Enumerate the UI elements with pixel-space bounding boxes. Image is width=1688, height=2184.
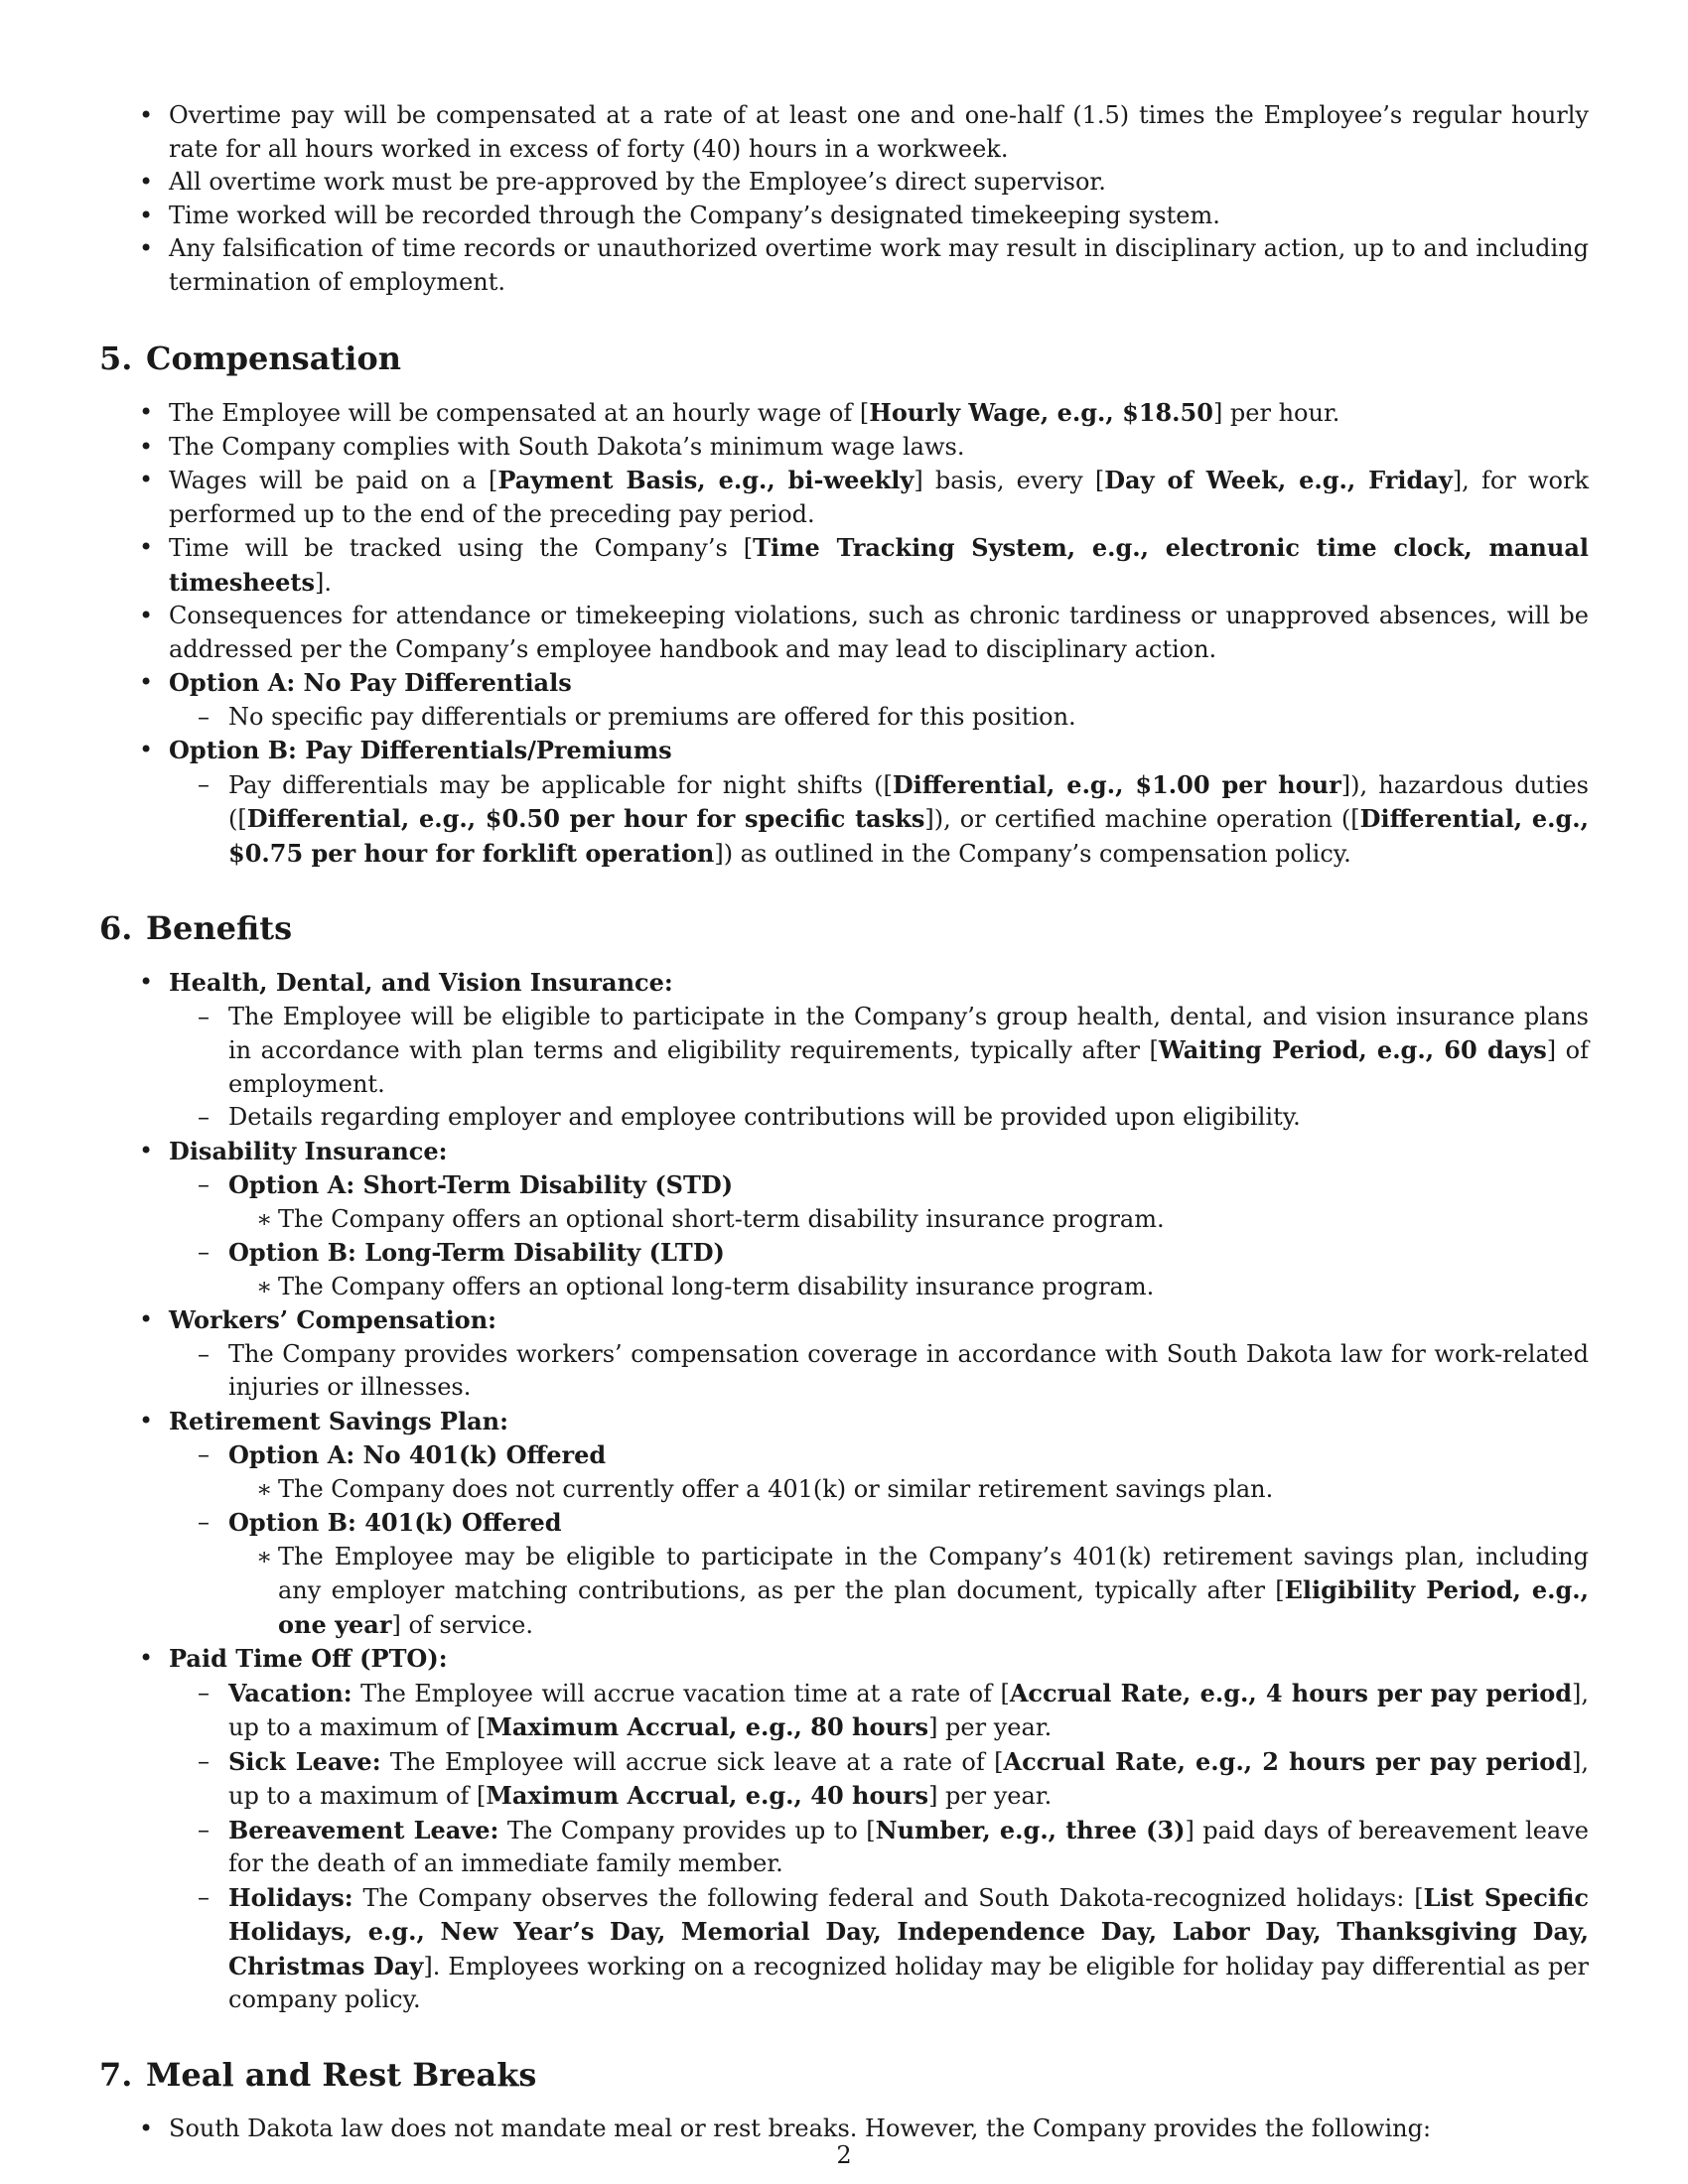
sub-sub-list-item: ∗ The Company offers an optional short-term disability insurance program. [228,1203,1589,1237]
placeholder-field: Differential, e.g., $0.50 per hour for specific tasks [246,804,925,833]
item-label: Health, Dental, and Vision Insurance: [169,968,673,997]
list-item [99,1135,1589,1304]
option-label: Option B: 401(k) Offered [228,1508,562,1537]
overtime-list [99,99,1589,299]
sub-list-item: – Details regarding employer and employee contributions will be provided upon eligibility. [169,1101,1589,1135]
item-label: Paid Time Off (PTO): [169,1644,448,1673]
list-item: • Time will be tracked using the Company’s [Time Tracking System, e.g., electronic time clock, manual timesheets]. [99,531,1589,600]
list-item: • Time worked will be recorded through the Company’s designated timekeeping system. [99,200,1589,233]
placeholder-field: Day of Week, e.g., Friday [1104,466,1453,494]
sub-sub-list-item: ∗ The Company offers an optional long-term disability insurance program. [228,1271,1589,1304]
compensation-list [99,396,1589,871]
placeholder-field: Accrual Rate, e.g., 2 hours per pay period [1003,1746,1572,1776]
sub-list-item [169,1506,1589,1642]
list-item: • The Company complies with South Dakota’s minimum wage laws. [99,431,1589,465]
section-title: Benefits [146,909,293,947]
placeholder-field: Eligibility Period, e.g., one year [278,1575,1590,1639]
sub-list-item [169,1438,1589,1506]
section-number: 7. [99,2055,133,2094]
item-label: Disability Insurance: [169,1136,448,1165]
item-label: Vacation: [228,1678,352,1707]
placeholder-field: Maximum Accrual, e.g., 40 hours [486,1781,929,1810]
sub-list-item: – Sick Leave: The Employee will accrue sick leave at a rate of [Accrual Rate, e.g., 2 hours per pay period], up to a maximum of [Maximum Accrual, e.g., 40 hours] per year. [169,1745,1589,1814]
list-item [99,734,1589,871]
list-item [99,666,1589,734]
sub-list-item: – Vacation: The Employee will accrue vacation time at a rate of [Accrual Rate, e.g., 4 hours per pay period], up to a maximum of [Maximum Accrual, e.g., 80 hours] per year. [169,1677,1589,1745]
placeholder-field: Maximum Accrual, e.g., 80 hours [486,1712,929,1741]
list-item: • The Employee will be compensated at an hourly wage of [Hourly Wage, e.g., $18.50] per hour. [99,396,1589,431]
item-label: Workers’ Compensation: [169,1305,496,1334]
item-label: Bereavement Leave: [228,1815,499,1844]
item-label: Retirement Savings Plan: [169,1406,508,1435]
section-number: 6. [99,909,133,947]
sub-list-item: – Bereavement Leave: The Company provides up to [Number, e.g., three (3)] paid days of bereavement leave for the death of an immediate family member. [169,1814,1589,1881]
sub-list-item: – Pay differentials may be applicable for night shifts ([Differential, e.g., $1.00 per hour]), hazardous duties ([Differential, e.g., $0.50 per hour for specific tasks]), or certified machine operation ([Differential, e.g., $0.75 per hour for forklift operation]) as outlined in the Company’s compensation policy. [169,768,1589,872]
option-label: Option A: Short-Term Disability (STD) [228,1170,734,1199]
sub-list-item: – Holidays: The Company observes the following federal and South Dakota-recognized holidays: [List Specific Holidays, e.g., New Year’s Day, Memorial Day, Independence Day, Labor Day, Thanksgiving Day, Christmas Day]. Employees working on a recognized holiday may be eligible for holiday pay differential as per company policy. [169,1881,1589,2017]
list-item: • South Dakota law does not mandate meal or rest breaks. However, the Company provides the following: [99,2113,1589,2146]
section-title: Compensation [146,340,401,377]
page-number: 2 [836,2141,852,2169]
list-item [99,1405,1589,1643]
section-number: 5. [99,340,133,377]
placeholder-field: List Specific Holidays, e.g., New Year’s Day, Memorial Day, Independence Day, Labor Day, Thanksgiving Day, Christmas Day [228,1882,1590,1980]
sub-list-item: – The Company provides workers’ compensation coverage in accordance with South Dakota law for work-related injuries or illnesses. [169,1338,1589,1405]
option-label: Option B: Long-Term Disability (LTD) [228,1238,725,1267]
list-item [99,1303,1589,1405]
placeholder-field: Hourly Wage, e.g., $18.50 [869,398,1213,427]
list-item [99,1642,1589,2017]
list-item [99,966,1589,1135]
sub-list-item: – The Employee will be eligible to participate in the Company’s group health, dental, and vision insurance plans in accordance with plan terms and eligibility requirements, typically after [Waiting Period, e.g., 60 days] of employment. [169,1001,1589,1102]
placeholder-field: Differential, e.g., $1.00 per hour [892,769,1341,799]
sub-list-item: – No specific pay differentials or premiums are offered for this position. [169,701,1589,735]
sub-list-item [169,1168,1589,1236]
sub-list-item [169,1236,1589,1303]
sub-sub-list-item: ∗ The Employee may be eligible to participate in the Company’s 401(k) retirement savings plan, including any employer matching contributions, as per the plan document, typically after [Eligibility Period, e.g., one year] of service. [228,1541,1589,1643]
section-title: Meal and Rest Breaks [146,2055,537,2094]
section-heading-benefits [99,908,1589,948]
list-item: • Wages will be paid on a [Payment Basis, e.g., bi-weekly] basis, every [Day of Week, e.g., Friday], for work performed up to the end of the preceding pay period. [99,464,1589,531]
item-label: Sick Leave: [228,1746,381,1776]
option-label: Option B: Pay Differentials/Premiums [169,736,672,764]
placeholder-field: Time Tracking System, e.g., electronic time clock, manual timesheets [169,533,1589,597]
placeholder-field: Accrual Rate, e.g., 4 hours per pay period [1009,1678,1572,1707]
benefits-list [99,966,1589,2017]
placeholder-field: Number, e.g., three (3) [875,1815,1186,1844]
list-item: • All overtime work must be pre-approved by the Employee’s direct supervisor. [99,166,1589,200]
option-label: Option A: No 401(k) Offered [228,1440,607,1469]
section-heading-compensation [99,339,1589,378]
page-content [99,99,1589,2145]
item-label: Holidays: [228,1882,353,1912]
list-item: • Any falsification of time records or unauthorized overtime work may result in disciplinary action, up to and including termination of employment. [99,232,1589,299]
section-heading-breaks [99,2055,1589,2095]
list-item: • Overtime pay will be compensated at a rate of at least one and one-half (1.5) times the Employee’s regular hourly rate for all hours worked in excess of forty (40) hours in a workweek. [99,99,1589,166]
placeholder-field: Differential, e.g., $0.75 per hour for forklift operation [228,804,1589,868]
placeholder-field: Waiting Period, e.g., 60 days [1158,1035,1547,1064]
placeholder-field: Payment Basis, e.g., bi-weekly [497,466,914,494]
list-item: • Consequences for attendance or timekeeping violations, such as chronic tardiness or unapproved absences, will be addressed per the Company’s employee handbook and may lead to disciplinary action. [99,600,1589,666]
sub-sub-list-item: ∗ The Company does not currently offer a 401(k) or similar retirement savings plan. [228,1473,1589,1507]
option-label: Option A: No Pay Differentials [169,668,572,697]
